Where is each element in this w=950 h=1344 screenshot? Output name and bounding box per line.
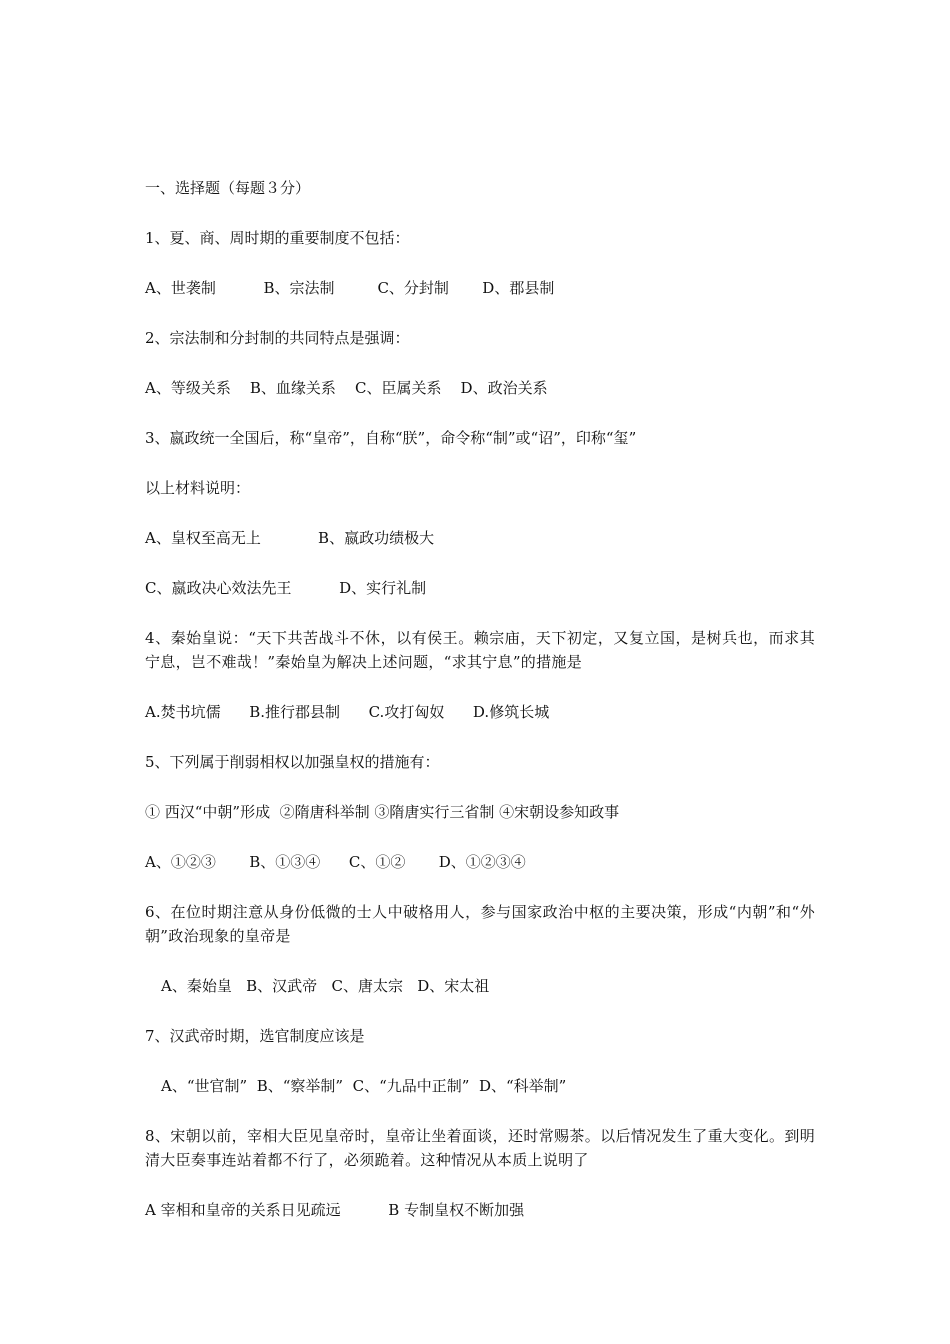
question-7-stem: 7、汉武帝时期，选官制度应该是 (145, 1027, 365, 1045)
question-5-options: A、①②③ B、①③④ C、①② D、①②③④ (145, 853, 526, 871)
question-3-options-row-1: A、皇权至高无上 B、嬴政功绩极大 (145, 529, 435, 547)
question-6-stem: 6、在位时期注意从身份低微的士人中破格用人，参与国家政治中枢的主要决策，形成“内朝”和“外朝”政治现象的皇帝是 (145, 903, 815, 945)
document-content (145, 176, 815, 1222)
question-4-options: A.焚书坑儒 B.推行郡县制 C.攻打匈奴 D.修筑长城 (145, 703, 550, 721)
question-1-stem: 1、夏、商、周时期的重要制度不包括： (145, 229, 410, 247)
question-6-options: A、秦始皇 B、汉武帝 C、唐太宗 D、宋太祖 (161, 977, 490, 995)
question-1-options: A、世袭制 B、宗法制 C、分封制 D、郡县制 (145, 279, 555, 297)
question-3-options-row-2: C、嬴政决心效法先王 D、实行礼制 (145, 579, 427, 597)
question-4-stem: 4、秦始皇说：“天下共苦战斗不休，以有侯王。赖宗庙，天下初定，又复立国，是树兵也，而求其宁息，岂不难哉！”秦始皇为解决上述问题，“求其宁息”的措施是 (145, 629, 815, 671)
question-8-stem: 8、宋朝以前，宰相大臣见皇帝时，皇帝让坐着面谈，还时常赐茶。以后情况发生了重大变化。到明清大臣奏事连站着都不行了，必须跪着。这种情况从本质上说明了 (145, 1127, 815, 1169)
question-2-stem: 2、宗法制和分封制的共同特点是强调： (145, 329, 410, 347)
question-7-options: A、“世官制” B、“察举制” C、“九品中正制” D、“科举制” (161, 1077, 567, 1095)
question-2-options: A、等级关系 B、血缘关系 C、臣属关系 D、政治关系 (145, 379, 548, 397)
section-title: 一、选择题（每题３分） (145, 179, 311, 197)
question-8-options: A 宰相和皇帝的关系日见疏远 B 专制皇权不断加强 (145, 1201, 525, 1219)
question-3-stem: 3、嬴政统一全国后，称“皇帝”，自称“朕”，命令称“制”或“诏”，印称“玺” (145, 429, 637, 447)
question-5-stem: 5、下列属于削弱相权以加强皇权的措施有： (145, 753, 440, 771)
question-5-statements: ① 西汉“中朝”形成 ②隋唐科举制 ③隋唐实行三省制 ④宋朝设参知政事 (145, 803, 620, 821)
question-3-stem-continued: 以上材料说明： (145, 479, 251, 497)
